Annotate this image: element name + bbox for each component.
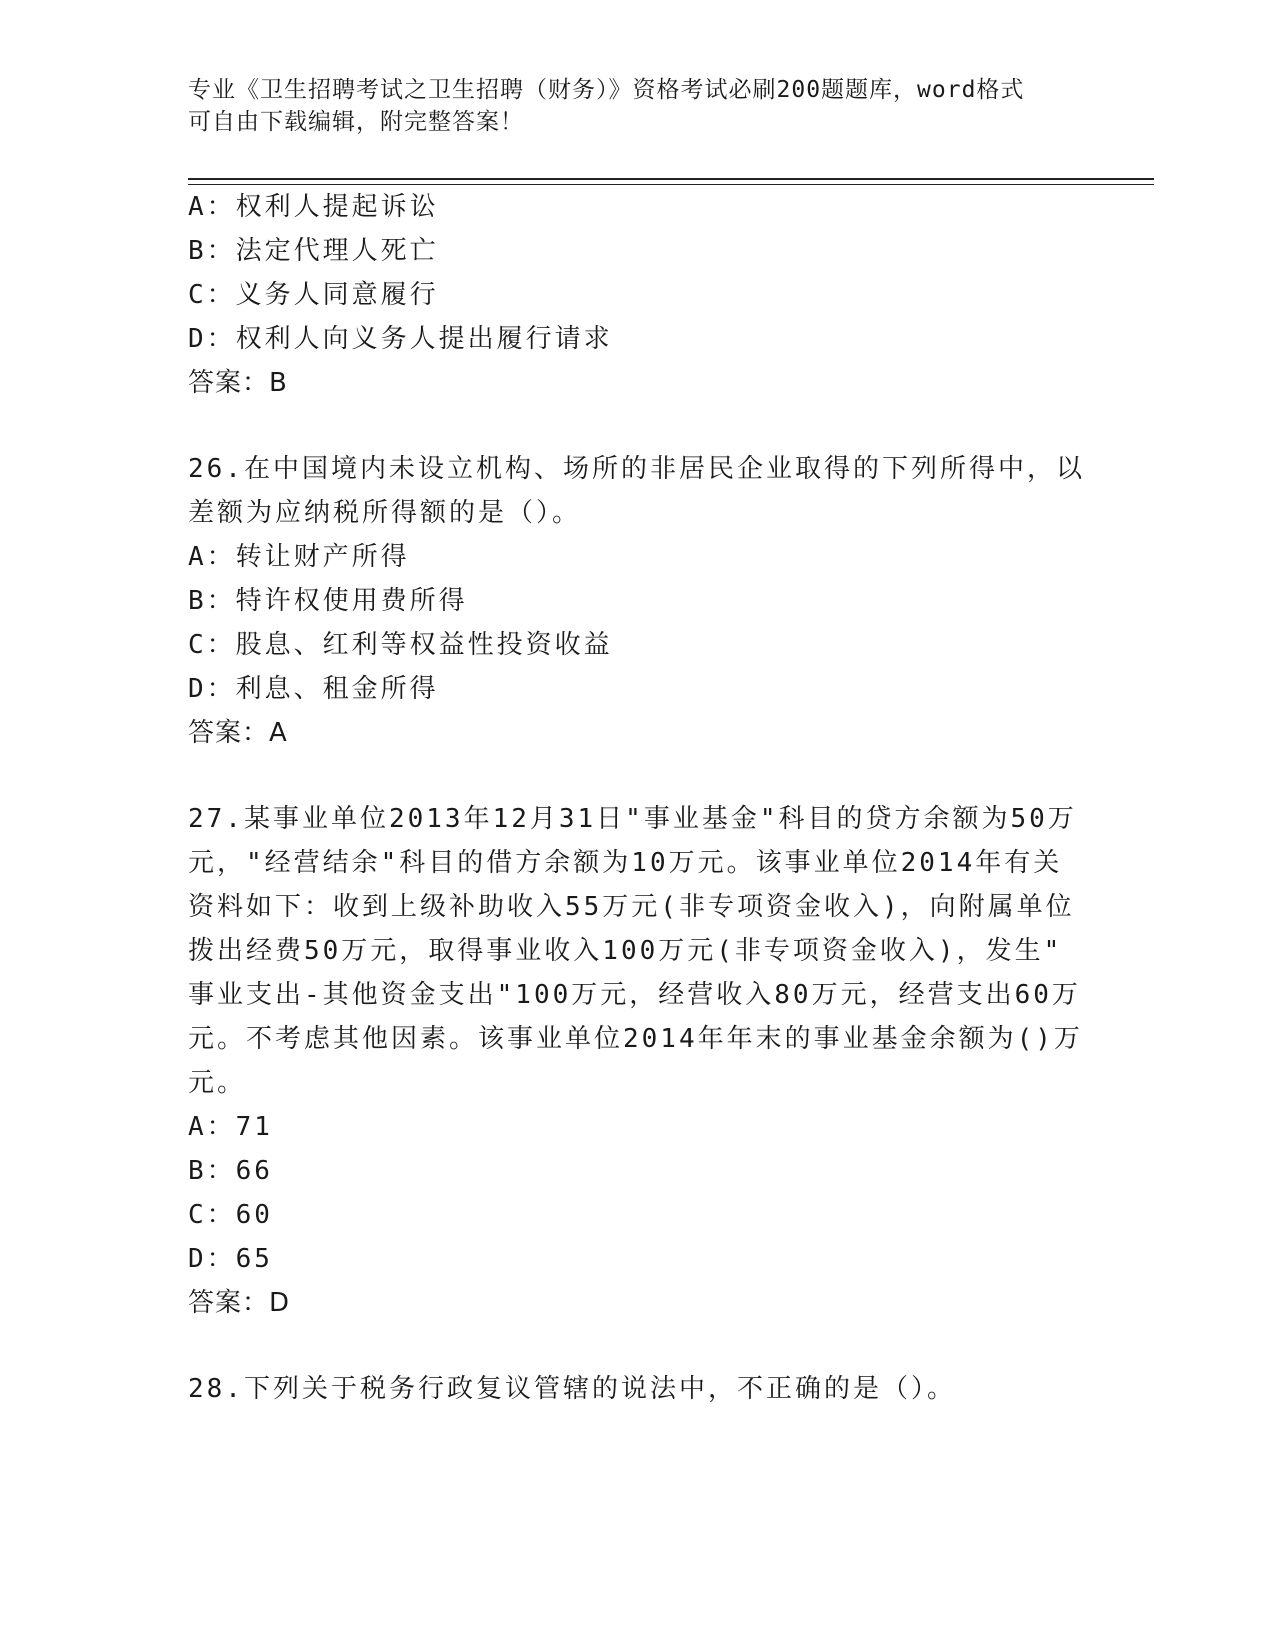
header-rule-thick	[188, 178, 1154, 180]
q28-stem-line-1: 28.下列关于税务行政复议管辖的说法中，不正确的是（）。	[188, 1374, 956, 1404]
document-header	[188, 74, 1068, 138]
q27-answer: 答案：D	[188, 1288, 291, 1318]
header-line-2: 可自由下载编辑，附完整答案！	[188, 109, 524, 135]
q27-option-c: C：60	[188, 1200, 273, 1230]
q25-option-a: A：权利人提起诉讼	[188, 192, 439, 222]
q25-option-d: D：权利人向义务人提出履行请求	[188, 324, 613, 354]
q27-stem-line-1: 27.某事业单位2013年12月31日"事业基金"科目的贷方余额为50万	[188, 804, 1077, 834]
header-line-1: 专业《卫生招聘考试之卫生招聘（财务）》资格考试必刷200题题库，word格式	[188, 77, 1025, 103]
q26-stem-line-2: 差额为应纳税所得额的是（）。	[188, 498, 582, 528]
q27-option-d: D：65	[188, 1244, 273, 1274]
q26-option-c: C：股息、红利等权益性投资收益	[188, 630, 613, 660]
q25-option-b: B：法定代理人死亡	[188, 236, 439, 266]
q26-option-d: D：利息、租金所得	[188, 674, 439, 704]
header-rule-thin	[188, 184, 1154, 185]
q27-stem-line-4: 拨出经费50万元，取得事业收入100万元(非专项资金收入)，发生"	[188, 936, 1063, 966]
q27-stem-line-7: 元。	[188, 1068, 247, 1098]
q25-answer: 答案：B	[188, 368, 288, 398]
q26-answer: 答案：A	[188, 718, 288, 748]
q27-option-b: B：66	[188, 1156, 273, 1186]
q27-stem-line-5: 事业支出-其他资金支出"100万元，经营收入80万元，经营支出60万	[188, 980, 1081, 1010]
q27-stem-line-6: 元。不考虑其他因素。该事业单位2014年年末的事业基金余额为()万	[188, 1024, 1083, 1054]
q27-option-a: A：71	[188, 1112, 273, 1142]
q26-option-b: B：特许权使用费所得	[188, 586, 468, 616]
q27-stem-line-2: 元，"经营结余"科目的借方余额为10万元。该事业单位2014年有关	[188, 848, 1063, 878]
q26-stem-line-1: 26.在中国境内未设立机构、场所的非居民企业取得的下列所得中，以	[188, 454, 1085, 484]
q27-stem-line-3: 资料如下：收到上级补助收入55万元(非专项资金收入)，向附属单位	[188, 892, 1075, 922]
q25-option-c: C：义务人同意履行	[188, 280, 439, 310]
q26-option-a: A：转让财产所得	[188, 542, 410, 572]
